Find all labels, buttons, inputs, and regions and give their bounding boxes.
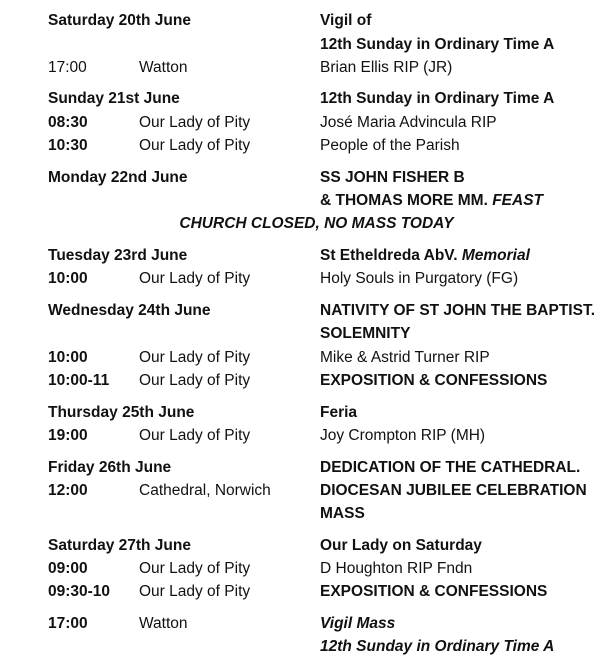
liturgical-title: SS JOHN FISHER B xyxy=(320,169,465,186)
liturgical-title: DEDICATION OF THE CATHEDRAL. xyxy=(320,459,581,476)
mass-place: Watton xyxy=(139,59,188,76)
liturgical-title: NATIVITY OF ST JOHN THE BAPTIST. xyxy=(320,302,596,319)
mass-place: Our Lady of Pity xyxy=(139,270,251,287)
day-heading: Tuesday 23rd June xyxy=(48,247,188,264)
mass-place: Our Lady of Pity xyxy=(139,427,251,444)
mass-place: Our Lady of Pity xyxy=(139,137,251,154)
liturgical-title: 12th Sunday in Ordinary Time A xyxy=(320,36,555,53)
liturgical-title: Vigil of xyxy=(320,12,372,29)
mass-place: Cathedral, Norwich xyxy=(139,482,271,499)
mass-intention: EXPOSITION & CONFESSIONS xyxy=(320,372,548,389)
mass-place: Our Lady of Pity xyxy=(139,349,251,366)
mass-intention: People of the Parish xyxy=(320,137,460,154)
mass-place: Our Lady of Pity xyxy=(139,114,251,131)
liturgical-title xyxy=(320,246,530,266)
mass-place: Our Lady of Pity xyxy=(139,560,251,577)
liturgical-title xyxy=(320,191,543,211)
mass-intention: Holy Souls in Purgatory (FG) xyxy=(320,270,519,287)
liturgical-title-text: & THOMAS MORE MM. xyxy=(320,192,488,209)
day-heading: Saturday 20th June xyxy=(48,12,191,29)
closure-notice-text: CHURCH CLOSED, NO MASS TODAY xyxy=(179,215,454,232)
day-heading: Wednesday 24th June xyxy=(48,302,211,319)
mass-intention: José Maria Advincula RIP xyxy=(320,114,497,131)
mass-intention: Vigil Mass xyxy=(320,615,396,632)
liturgical-title-text: St Etheldreda AbV. xyxy=(320,247,458,264)
liturgical-title: 12th Sunday in Ordinary Time A xyxy=(320,90,555,107)
mass-intention: DIOCESAN JUBILEE CELEBRATION xyxy=(320,482,587,499)
mass-time: 17:00 xyxy=(48,59,87,76)
mass-place: Our Lady of Pity xyxy=(139,372,251,389)
mass-time: 17:00 xyxy=(48,615,88,632)
closure-notice xyxy=(0,214,613,234)
mass-time: 10:00 xyxy=(48,270,88,287)
mass-intention: 12th Sunday in Ordinary Time A xyxy=(320,638,555,655)
day-heading: Sunday 21st June xyxy=(48,90,180,107)
liturgical-title: Our Lady on Saturday xyxy=(320,537,482,554)
mass-place: Our Lady of Pity xyxy=(139,583,251,600)
day-heading: Thursday 25th June xyxy=(48,404,195,421)
mass-time: 10:00-11 xyxy=(48,372,110,389)
day-heading: Monday 22nd June xyxy=(48,169,188,186)
mass-time: 09:30-10 xyxy=(48,583,111,600)
mass-intention: Joy Crompton RIP (MH) xyxy=(320,427,486,444)
mass-time: 12:00 xyxy=(48,482,88,499)
mass-intention: Brian Ellis RIP (JR) xyxy=(320,59,453,76)
day-heading: Saturday 27th June xyxy=(48,537,191,554)
mass-time: 10:00 xyxy=(48,349,88,366)
liturgical-title: Feria xyxy=(320,404,358,421)
liturgical-rank: Memorial xyxy=(461,247,530,264)
mass-time: 09:00 xyxy=(48,560,88,577)
mass-time: 08:30 xyxy=(48,114,88,131)
liturgical-rank: FEAST xyxy=(492,192,544,209)
mass-intention: EXPOSITION & CONFESSIONS xyxy=(320,583,548,600)
mass-intention: Mike & Astrid Turner RIP xyxy=(320,349,490,366)
day-heading: Friday 26th June xyxy=(48,459,172,476)
mass-place: Watton xyxy=(139,615,188,632)
mass-intention: D Houghton RIP Fndn xyxy=(320,560,473,577)
liturgical-title: SOLEMNITY xyxy=(320,325,411,342)
mass-intention: MASS xyxy=(320,505,365,522)
mass-time: 19:00 xyxy=(48,427,88,444)
mass-time: 10:30 xyxy=(48,137,88,154)
